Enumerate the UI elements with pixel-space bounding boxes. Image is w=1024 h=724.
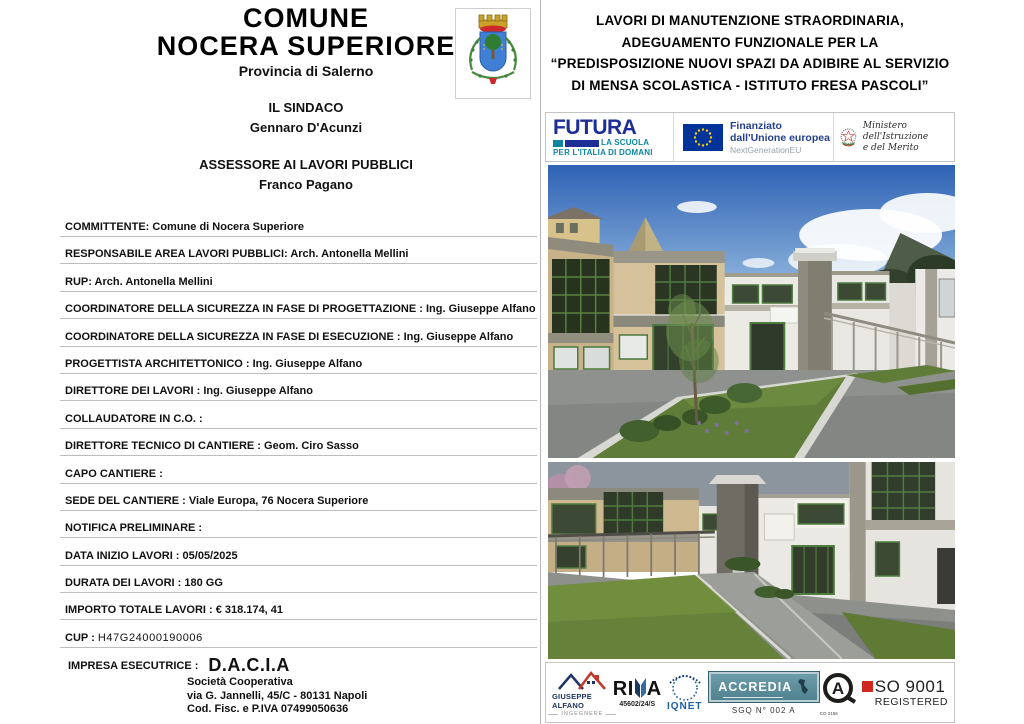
eu-funded-line2: dall'Unione europea [730, 131, 830, 144]
rina-letters-left: RI [612, 678, 634, 700]
iso-red-square-icon [862, 681, 873, 692]
field-label: COORDINATORE DELLA SICUREZZA IN FASE DI ESECUZIONE : [65, 330, 401, 343]
project-title-line: ADEGUAMENTO FUNZIONALE PER LA [621, 34, 879, 50]
field-row [65, 494, 538, 521]
field-row [65, 302, 538, 329]
field-underline [60, 318, 537, 319]
contractor-detail-line: Cod. Fisc. e P.IVA 07499050636 [187, 703, 349, 715]
accredia-tagline-line [723, 697, 783, 698]
contractor-detail-line: Società Cooperativa [187, 676, 293, 688]
field-underline [60, 483, 537, 484]
field-underline [60, 619, 537, 620]
contractor-label: IMPRESA ESECUTRICE : [68, 660, 199, 672]
field-underline [60, 346, 537, 347]
rina-certificate-number: 45602/24/S [619, 701, 656, 708]
futura-la-scuola: LA SCUOLA [601, 138, 650, 147]
province-label: Provincia di Salerno [238, 63, 374, 79]
project-fields-list [65, 220, 538, 658]
field-row [65, 330, 538, 357]
project-title-line: LAVORI DI MANUTENZIONE STRAORDINARIA, [596, 13, 904, 28]
field-row [65, 412, 538, 439]
iso-aq-mark-icon [820, 671, 858, 709]
accredia-italy-icon [797, 679, 809, 695]
futura-pnrr-chip-icon [565, 140, 599, 147]
field-row [65, 247, 538, 274]
ministry-name-line2: e del Merito [862, 142, 919, 153]
field-row [65, 603, 538, 630]
municipality-name-line1: COMUNE [243, 3, 369, 33]
project-title [545, 10, 955, 96]
municipality-name-line2: NOCERA SUPERIORE [156, 31, 456, 61]
rina-logo [613, 677, 662, 708]
field-underline [60, 263, 537, 264]
ministry-logo [833, 113, 953, 161]
project-title-line: “PREDISPOSIZIONE NUOVI SPAZI DA ADIBIRE AL SERVIZIO [550, 56, 950, 71]
alfano-engineer-logo [552, 669, 613, 717]
field-row [65, 467, 538, 494]
field-underline [60, 565, 537, 566]
accredia-sgq-number: SGQ N° 002 A [731, 705, 796, 715]
right-panel [545, 0, 955, 724]
mayor-title: IL SINDACO [268, 100, 344, 115]
field-value: Comune di Nocera Superiore [152, 221, 304, 233]
eu-flag-icon [683, 124, 723, 151]
field-label: DURATA DEI LAVORI : [65, 577, 182, 590]
field-row [65, 576, 538, 603]
field-value: Ing. Giuseppe Alfano [425, 303, 536, 316]
alfano-roofs-icon [557, 669, 607, 691]
field-row [65, 521, 538, 548]
field-value: € 318.174, 41 [215, 604, 284, 617]
iso-registered-text: REGISTERED [874, 695, 948, 708]
eu-nextgen-label: NextGenerationEU [730, 144, 802, 155]
field-underline [60, 455, 537, 456]
field-row [65, 357, 538, 384]
field-label: DIRETTORE TECNICO DI CANTIERE : [65, 440, 261, 453]
field-underline [60, 400, 537, 401]
alfano-name: GIUSEPPE ALFANO [552, 691, 592, 710]
contractor-block [68, 655, 538, 717]
field-label: DATA INIZIO LAVORI : [65, 549, 180, 562]
eu-funded-line1: Finanziato [730, 119, 782, 132]
mayor-name: Gennaro D'Acunzi [249, 120, 363, 135]
field-row [65, 275, 538, 302]
field-value: Ing. Giuseppe Alfano [403, 330, 514, 343]
field-label: COORDINATORE DELLA SICUREZZA IN FASE DI PROGETTAZIONE : [65, 303, 423, 316]
accredia-logo [708, 671, 820, 715]
field-label: IMPORTO TOTALE LAVORI : [65, 604, 213, 617]
field-underline [60, 428, 537, 429]
render-entrance-overcast [548, 462, 955, 659]
field-value: 05/05/2025 [182, 549, 238, 562]
contractor-detail-line: via G. Jannelli, 45/C - 80131 Napoli [187, 689, 368, 702]
contractor-name: D.A.C.I.A [208, 655, 290, 675]
field-underline [60, 236, 537, 237]
field-label: COMMITTENTE: [65, 221, 150, 233]
field-underline [60, 592, 537, 593]
contractor-details [187, 676, 538, 717]
funding-logos-band [545, 112, 955, 162]
field-label: RESPONSABILE AREA LAVORI PUBBLICI: [65, 248, 288, 261]
field-value: Arch. Antonella Mellini [290, 248, 409, 261]
certification-logos-band [545, 662, 955, 723]
eu-funding-logo [673, 113, 833, 161]
field-value: 180 GG [184, 577, 223, 590]
field-label: SEDE DEL CANTIERE : [65, 494, 186, 507]
field-row [65, 220, 538, 247]
field-label: COLLAUDATORE IN C.O. : [65, 412, 203, 425]
councillor-title: ASSESSORE AI LAVORI PUBBLICI [199, 157, 413, 172]
futura-wordmark: FUTURA [553, 116, 637, 139]
field-value: Arch. Antonella Mellini [94, 275, 213, 288]
field-row [65, 384, 538, 411]
field-value: Viale Europa, 76 Nocera Superiore [188, 494, 369, 507]
field-underline [60, 647, 537, 648]
accredia-name: ACCREDIA [718, 679, 793, 694]
field-value: Ing. Giuseppe Alfano [252, 357, 363, 370]
field-value: H47G24000190006 [97, 631, 203, 644]
field-label: PROGETTISTA ARCHITETTONICO : [65, 357, 250, 370]
futura-chip-icon [553, 140, 563, 147]
svg-text:A: A [831, 679, 844, 698]
project-title-line: DI MENSA SCOLASTICA - ISTITUTO FRESA PASCOLI” [571, 77, 929, 93]
iso-9001-text: SO 9001 [874, 676, 946, 696]
field-underline [60, 537, 537, 538]
field-value: Ing. Giuseppe Alfano [203, 385, 313, 398]
alfano-role: INGEGNERE [561, 710, 604, 717]
iso-mark-small-text: CO 2156 [819, 711, 838, 716]
field-label: CUP : [65, 631, 95, 644]
field-underline [60, 291, 537, 292]
rina-letters-right: A [646, 678, 662, 700]
field-underline [60, 510, 537, 511]
render-courtyard-day [548, 165, 955, 458]
futura-logo [546, 113, 673, 161]
accredia-box [708, 671, 820, 703]
field-label: NOTIFICA PRELIMINARE : [65, 522, 203, 535]
iso9001-logo [820, 671, 948, 714]
rina-sail-icon [634, 677, 647, 699]
field-underline [60, 373, 537, 374]
field-value: Geom. Ciro Sasso [264, 440, 359, 453]
field-label: DIRETTORE DEI LAVORI : [65, 385, 201, 398]
coat-of-arms-graphic [460, 12, 526, 96]
futura-tagline: PER L'ITALIA DI DOMANI [553, 148, 653, 157]
ministry-name-line1: Ministero dell'Istruzione [862, 120, 929, 142]
municipal-coat-of-arms-icon [455, 8, 531, 99]
italy-emblem-icon [838, 124, 859, 150]
iqnet-logo [662, 673, 708, 712]
field-label: CAPO CANTIERE : [65, 467, 163, 480]
iqnet-label: IQNET [666, 701, 703, 712]
councillor-name: Franco Pagano [259, 177, 353, 192]
field-label: RUP: [65, 275, 92, 288]
field-row [65, 439, 538, 466]
field-row [65, 549, 538, 576]
